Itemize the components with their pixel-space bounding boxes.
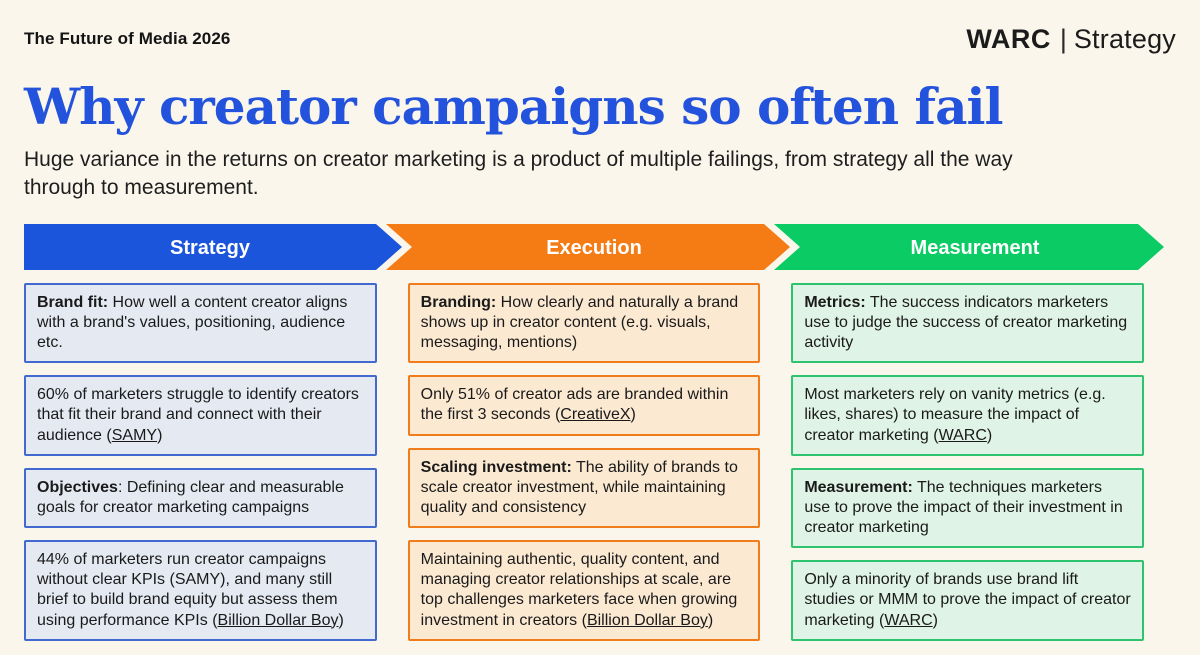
strategy-column [24, 283, 377, 641]
page-title: Why creator campaigns so often fail [24, 77, 1003, 136]
card-text: 44% of marketers run creator campaigns without clear KPIs (SAMY), and many still brief to build brand equity but assess them using performance KPIs ( [37, 551, 338, 629]
source-link[interactable]: WARC [884, 611, 933, 629]
card-text: Maintaining authentic, quality content, and managing creator relationships at scale, are top challenges marketers face when growing investment in creators ( [420, 551, 738, 629]
card-metrics [791, 283, 1144, 363]
card-scaling-challenges [408, 540, 761, 641]
card-brand-lift [791, 560, 1144, 640]
source-link[interactable]: Billion Dollar Boy [586, 611, 708, 629]
card-text: Only 51% of creator ads are branded within the first 3 seconds ( [420, 386, 729, 424]
card-lead: Measurement: [804, 478, 913, 496]
card-objectives [24, 468, 377, 528]
card-text: ) [707, 611, 714, 629]
logo-divider: | [1059, 24, 1067, 54]
card-stat-60pct [24, 375, 377, 455]
card-text: 60% of marketers struggle to identify creators that fit their brand and connect with their audience ( [37, 386, 359, 444]
card-lead: Objectives [37, 478, 118, 496]
page-subtitle: Huge variance in the returns on creator marketing is a product of multiple failings, from strategy all the way through to measurement. [24, 148, 1013, 199]
card-lead: Scaling investment: [420, 458, 572, 476]
card-text: : Defining clear and measurable goals for creator marketing campaigns [37, 478, 344, 516]
source-link[interactable]: SAMY [111, 426, 158, 444]
card-text: ) [630, 406, 636, 424]
strategy-arrow-label: Strategy [169, 236, 251, 259]
card-vanity-metrics [791, 375, 1144, 455]
card-text: The success indicators marketers use to judge the success of creator marketing activity [804, 293, 1128, 352]
card-measurement [791, 468, 1144, 548]
card-brand-fit [24, 283, 377, 363]
card-lead: Branding: [420, 293, 497, 311]
card-lead: Brand fit: [37, 293, 109, 311]
strategy-arrow-banner [24, 224, 402, 270]
card-text: ) [986, 426, 993, 444]
source-link[interactable]: WARC [938, 426, 987, 444]
source-link[interactable]: Billion Dollar Boy [217, 611, 339, 629]
card-text: How well a content creator aligns with a brand's values, positioning, audience etc. [37, 293, 348, 352]
process-arrows [24, 224, 1164, 270]
measurement-arrow-banner [774, 224, 1164, 270]
warc-wordmark: WARC [966, 24, 1051, 54]
measurement-arrow-label: Measurement [910, 236, 1040, 259]
card-scaling-investment [408, 448, 761, 528]
card-text: The ability of brands to scale creator investment, while maintaining quality and consistency [420, 458, 738, 516]
measurement-column [791, 283, 1144, 641]
card-branding [408, 283, 761, 363]
card-text: Only a minority of brands use brand lift studies or MMM to prove the impact of creator marketing ( [804, 571, 1131, 629]
cards-grid [24, 283, 1144, 641]
execution-arrow-label: Execution [546, 236, 642, 259]
card-stat-51pct [408, 375, 761, 435]
card-text: ) [157, 426, 163, 444]
warc-strategy-logo [966, 24, 1176, 55]
execution-column [408, 283, 761, 641]
card-text: How clearly and naturally a brand shows up in creator content (e.g. visuals, messaging, mentions) [420, 293, 739, 352]
report-series-label: The Future of Media 2026 [24, 29, 231, 48]
card-lead: Metrics: [804, 293, 866, 311]
card-stat-44pct [24, 540, 377, 641]
source-link[interactable]: CreativeX [560, 406, 631, 424]
card-text: Most marketers rely on vanity metrics (e.g. likes, shares) to measure the impact of creator marketing ( [804, 386, 1106, 444]
card-text: The techniques marketers use to prove the impact of their investment in creator marketing [804, 478, 1123, 537]
execution-arrow-banner [386, 224, 790, 270]
strategy-wordmark: Strategy [1073, 24, 1176, 54]
header [24, 24, 1176, 55]
card-text: ) [338, 611, 344, 629]
card-text: ) [932, 611, 938, 629]
